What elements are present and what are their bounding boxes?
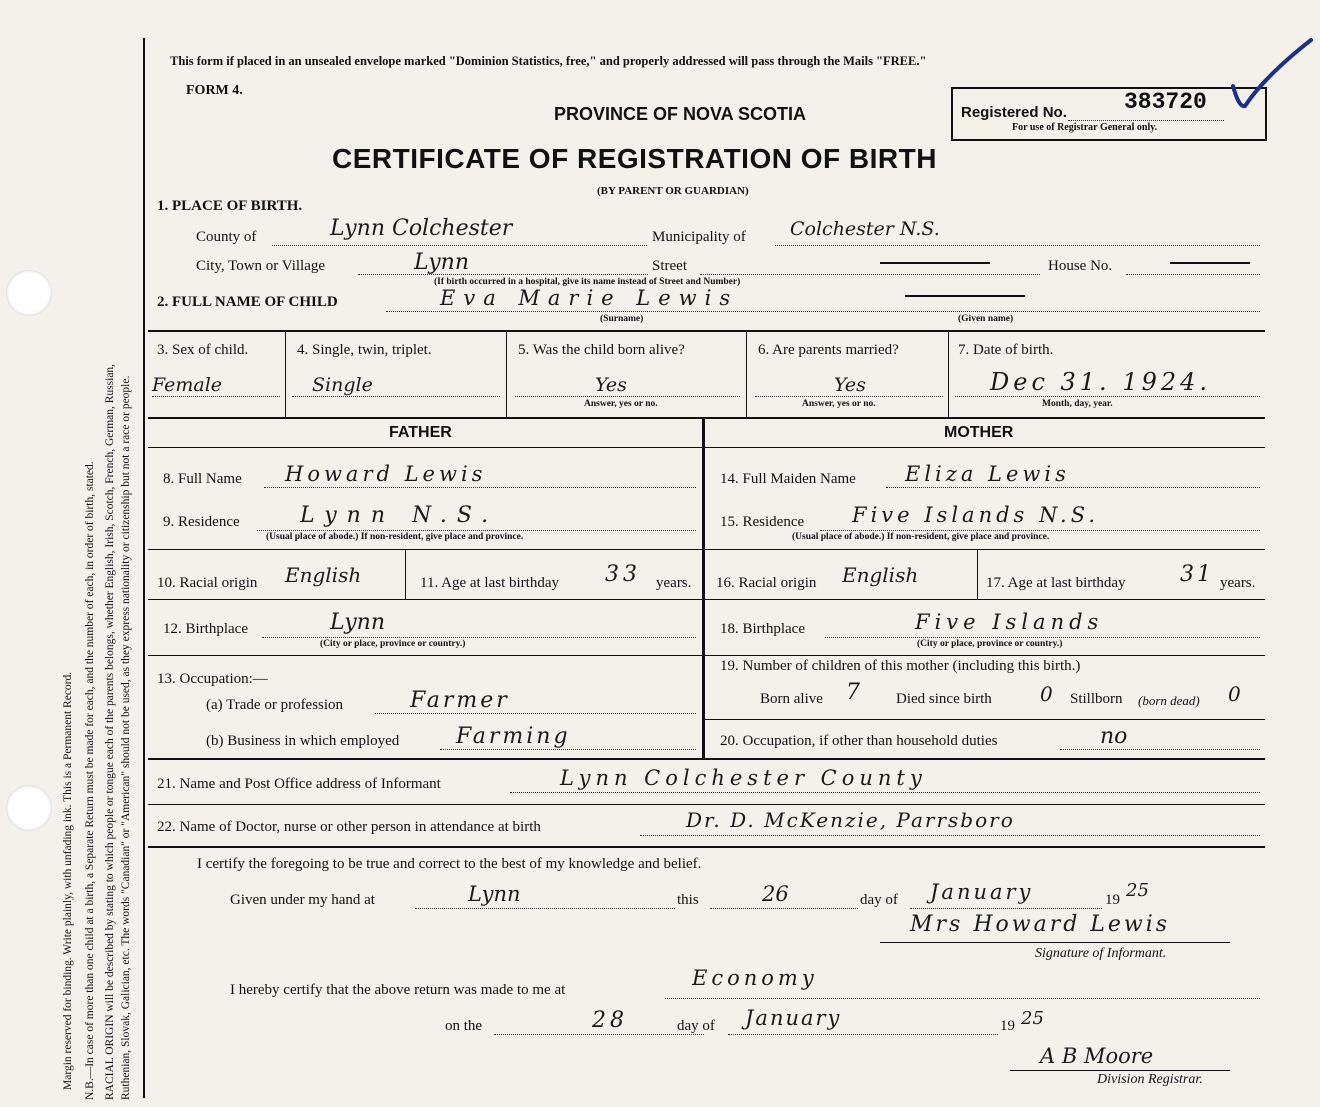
municipality-line	[775, 245, 1260, 246]
certify-year-prefix: 19	[1105, 892, 1120, 908]
father-name-value: Howard Lewis	[285, 462, 487, 486]
father-trade-label: (a) Trade or profession	[206, 697, 344, 713]
house-label: House No.	[1048, 258, 1113, 274]
stillborn-label: Stillborn	[1070, 691, 1123, 707]
house-dash-mark	[1170, 262, 1250, 264]
street-note: (If birth occurred in a hospital, give its name instead of Street and Number)	[434, 277, 741, 287]
row3-div-1	[285, 332, 286, 417]
father-residence-value: Lynn N.S.	[300, 503, 499, 528]
father-age-value: 33	[605, 562, 641, 587]
registrar-place-value: Economy	[692, 966, 818, 990]
father-age-label: 11. Age at last birthday	[420, 575, 559, 591]
mother-residence-value: Five Islands N.S.	[852, 503, 1100, 527]
mother-birthplace-note: (City or place, province or country.)	[917, 639, 1063, 649]
margin-note-racial-1: RACIAL ORIGIN will be described by stating to which people or tongue each of the parents belongs, whether English, Irish, Scotch, French, German, Russian,	[104, 363, 116, 1100]
father-birthplace-label: 12. Birthplace	[163, 621, 248, 637]
mother-years-label: years.	[1220, 575, 1256, 591]
county-line	[272, 245, 647, 246]
registrar-day-value: 28	[592, 1008, 628, 1033]
form-number: FORM 4.	[186, 83, 243, 98]
dob-line	[955, 396, 1260, 397]
signature-line	[880, 942, 1230, 943]
certify-day-line	[710, 908, 858, 909]
mother-name-line	[886, 487, 1260, 488]
alive-value: Yes	[595, 374, 627, 396]
father-years-label: years.	[656, 575, 692, 591]
binding-hole-top	[6, 270, 52, 316]
given-place-value: Lynn	[468, 882, 521, 906]
father-residence-line	[257, 530, 696, 531]
registrar-month-value: January	[745, 1006, 842, 1030]
alive-note: Answer, yes or no.	[584, 399, 658, 409]
father-business-line	[440, 749, 696, 750]
died-label: Died since birth	[896, 691, 992, 707]
house-line	[1126, 274, 1260, 275]
dob-label: 7. Date of birth.	[958, 342, 1054, 358]
informant-signature: Mrs Howard Lewis	[910, 912, 1171, 937]
row3-div-4	[948, 332, 949, 417]
registrar-signature-label: Division Registrar.	[1097, 1072, 1203, 1087]
place-of-birth-heading: 1. PLACE OF BIRTH.	[157, 198, 303, 214]
registrar-dayof-label: day of	[677, 1018, 715, 1034]
row9-bottom-line	[148, 549, 1265, 550]
city-value: Lynn	[414, 250, 469, 275]
city-label: City, Town or Village	[196, 258, 326, 274]
single-value: Single	[312, 374, 373, 396]
father-trade-value: Farmer	[410, 688, 510, 713]
informant-label: 21. Name and Post Office address of Informant	[157, 776, 441, 792]
registered-number: 383720	[1124, 89, 1207, 115]
mother-age-value: 31	[1180, 562, 1214, 587]
street-dash-mark	[880, 262, 990, 264]
given-note: (Given name)	[958, 314, 1014, 324]
sex-value: Female	[152, 374, 223, 396]
margin-note-binding: Margin reserved for binding. Write plainly, with unfading ink. This is a Permanent Record.	[62, 671, 74, 1090]
doctor-value: Dr. D. McKenzie, Parrsboro	[686, 808, 1015, 832]
left-border	[143, 38, 145, 1098]
province-heading: PROVINCE OF NOVA SCOTIA	[554, 104, 807, 124]
father-birthplace-value: Lynn	[330, 610, 385, 635]
street-line	[700, 274, 1040, 275]
stillborn-note: (born dead)	[1138, 693, 1200, 708]
registrar-year-value: 25	[1021, 1008, 1044, 1029]
certify-month-value: January	[930, 880, 1034, 904]
mother-racial-label: 16. Racial origin	[716, 575, 817, 591]
certify-year-value: 25	[1126, 880, 1149, 901]
municipality-value: Colchester N.S.	[790, 218, 940, 240]
certify-dayof-label: day of	[860, 892, 898, 908]
registrar-on-the-label: on the	[445, 1018, 483, 1034]
mother-heading: MOTHER	[944, 424, 1014, 441]
signature-label: Signature of Informant.	[1035, 946, 1167, 961]
doctor-line	[640, 835, 1260, 836]
father-racial-label: 10. Racial origin	[157, 575, 258, 591]
registered-line	[1068, 120, 1224, 121]
municipality-label: Municipality of	[652, 229, 746, 245]
margin-note-racial-2: Ruthenian, Slovak, Galician, etc. The words "Canadian" or "American" should not be used, as they express nationality or citizenship but not a race or people.	[120, 375, 132, 1100]
single-label: 4. Single, twin, triplet.	[297, 342, 432, 358]
father-business-value: Farming	[456, 724, 571, 749]
mother-occupation-value: no	[1100, 724, 1128, 749]
surname-note: (Surname)	[600, 314, 644, 324]
married-label: 6. Are parents married?	[758, 342, 899, 358]
father-residence-label: 9. Residence	[163, 514, 240, 530]
given-dash-mark	[905, 295, 1025, 297]
sex-label: 3. Sex of child.	[157, 342, 249, 358]
father-occupation-label: 13. Occupation:—	[157, 671, 268, 687]
father-name-label: 8. Full Name	[163, 471, 242, 487]
binding-hole-bottom	[6, 785, 52, 831]
check-mark-icon	[1225, 36, 1315, 116]
alive-line	[515, 396, 740, 397]
mother-name-value: Eliza Lewis	[905, 462, 1070, 486]
county-value: Lynn Colchester	[330, 216, 513, 241]
row3-div-2	[506, 332, 507, 417]
this-label: this	[677, 892, 699, 908]
row12-bottom-line	[148, 655, 1265, 656]
row10-div-mother	[977, 550, 978, 599]
informant-line	[510, 792, 1260, 793]
dob-value: Dec 31. 1924.	[990, 368, 1212, 396]
born-alive-label: Born alive	[760, 691, 823, 707]
single-line	[292, 396, 500, 397]
father-name-line	[264, 487, 696, 488]
informant-value: Lynn Colchester County	[560, 766, 927, 790]
father-birthplace-note: (City or place, province or country.)	[320, 639, 466, 649]
married-line	[755, 396, 943, 397]
registrar-month-line	[728, 1034, 998, 1035]
registrar-signature-line	[1010, 1070, 1230, 1071]
row10-div-father	[405, 550, 406, 599]
parents-center-divider	[702, 419, 705, 758]
married-value: Yes	[834, 374, 866, 396]
mother-name-label: 14. Full Maiden Name	[720, 471, 856, 487]
mother-birthplace-line	[825, 637, 1260, 638]
given-place-line	[415, 908, 675, 909]
registrar-place-line	[665, 998, 1260, 999]
certify-text: I certify the foregoing to be true and correct to the best of my knowledge and belief.	[197, 856, 702, 872]
registrar-day-line	[494, 1034, 704, 1035]
mother-residence-line	[820, 530, 1260, 531]
mother-age-label: 17. Age at last birthday	[986, 575, 1126, 591]
mother-racial-value: English	[842, 563, 919, 587]
mother-residence-note: (Usual place of abode.) If non-resident, give place and province.	[792, 532, 1050, 542]
dob-note: Month, day, year.	[1042, 399, 1113, 409]
certify-month-line	[910, 908, 1102, 909]
father-trade-line	[375, 713, 696, 714]
mother-occupation-line	[1060, 749, 1260, 750]
row3-top-border	[148, 330, 1265, 332]
row19-bottom-line	[705, 719, 1265, 720]
children-label: 19. Number of children of this mother (including this birth.)	[720, 658, 1081, 674]
row10-bottom-line	[148, 599, 1265, 600]
married-note: Answer, yes or no.	[802, 399, 876, 409]
street-label: Street	[652, 258, 687, 274]
mother-occupation-label: 20. Occupation, if other than household duties	[720, 733, 998, 749]
certify-day-value: 26	[762, 882, 789, 906]
parents-bottom-border	[148, 758, 1265, 760]
margin-note-nb: N.B.—In case of more than one child at a birth, a Separate Return must be made for each, and the number of each, in order of birth, stated.	[84, 461, 96, 1100]
father-racial-value: English	[285, 563, 362, 587]
mother-birthplace-label: 18. Birthplace	[720, 621, 805, 637]
row3-bottom-border	[148, 417, 1265, 419]
father-heading: FATHER	[389, 424, 452, 441]
registrar-year-prefix: 19	[1000, 1018, 1015, 1034]
mother-residence-label: 15. Residence	[720, 514, 805, 530]
born-alive-value: 7	[846, 680, 860, 705]
registrar-text: I hereby certify that the above return was made to me at	[230, 982, 566, 998]
child-name-line	[386, 311, 1260, 312]
stillborn-value: 0	[1228, 682, 1241, 706]
row3-div-3	[746, 332, 747, 417]
father-business-label: (b) Business in which employed	[206, 733, 400, 749]
child-name-value: Eva Marie Lewis	[440, 286, 739, 310]
parents-head-line	[148, 447, 1265, 448]
sex-line	[152, 396, 280, 397]
child-name-label: 2. FULL NAME OF CHILD	[157, 294, 338, 310]
registered-label: Registered No.	[961, 104, 1067, 121]
city-line	[358, 274, 648, 275]
mail-note: This form if placed in an unsealed envelope marked "Dominion Statistics, free," and properly addressed will pass through the Mails "FREE."	[170, 54, 927, 68]
mother-birthplace-value: Five Islands	[915, 610, 1104, 634]
certificate-title: CERTIFICATE OF REGISTRATION OF BIRTH	[332, 143, 937, 174]
county-label: County of	[196, 229, 257, 245]
died-value: 0	[1040, 682, 1053, 706]
father-residence-note: (Usual place of abode.) If non-resident, give place and province.	[266, 532, 524, 542]
certify-top-border	[148, 846, 1265, 848]
given-under-label: Given under my hand at	[230, 892, 375, 908]
doctor-label: 22. Name of Doctor, nurse or other person in attendance at birth	[157, 819, 541, 835]
registered-note: For use of Registrar General only.	[1012, 122, 1158, 133]
father-birthplace-line	[262, 637, 696, 638]
registrar-signature: A B Moore	[1040, 1044, 1154, 1068]
alive-label: 5. Was the child born alive?	[518, 342, 685, 358]
certificate-subtitle: (BY PARENT OR GUARDIAN)	[597, 185, 749, 197]
informant-bottom-line	[148, 804, 1265, 805]
